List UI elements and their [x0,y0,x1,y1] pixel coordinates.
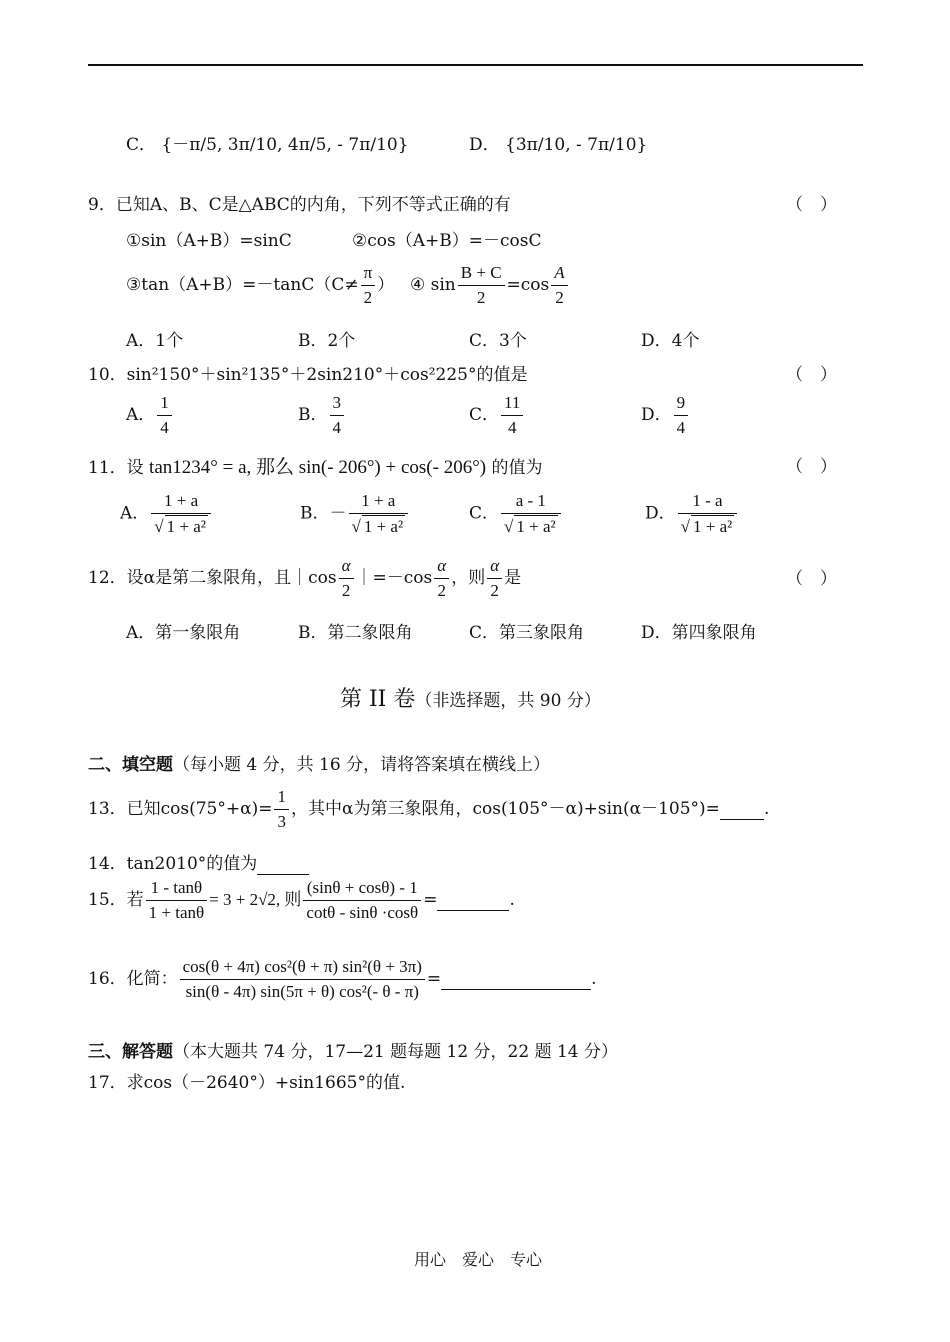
q9-item-4: ④ sin $\frac{B + C}{2}$ =cos $\frac{A}{2}$ [410,262,570,309]
q15: 15．若 $\frac{1 - \tan\theta}{1 + \tan\theta}$ = 3 + 2√2, 则 $\frac{(\sin\theta + \cos\theta) - 1}{\cot\theta - \sin\theta \cdot\cos\theta}$ = . [88,878,515,922]
q10-option-b: B． $\frac{3}{4}$ [298,392,346,439]
b-plus-c-over-2-fraction: $\frac{B + C}{2}$ [458,262,505,309]
part-two-heading: 第 II 卷（非选择题，共 90 分） [340,687,601,712]
q9-stem: 9．已知A、B、C是△ABC的内角，下列不等式正确的有 [88,195,511,215]
q10-answer-paren: （ ） [786,365,837,385]
q14: 14．tan2010°的值为 [88,849,309,875]
q8-option-d: D． {3π/10, - 7π/10} [469,135,648,155]
q12-answer-paren: （ ） [786,569,837,589]
q12-option-c: C．第三象限角 [469,623,585,643]
q9-item-3: ③tan（A+B）=－tanC（C≠ $\frac{\pi}{2}$ ） [126,263,395,307]
pi-over-2-fraction: $\frac{\pi}{2}$ [361,262,376,309]
q11-option-c: C． $\frac{a - 1}{\text{√ 1 + a²}}$ [469,490,563,538]
q8-option-d-set: {3π/10, - 7π/10} [505,135,648,155]
section-fill-blank-heading: 二、填空题（每小题 4 分，共 16 分，请将答案填在横线上） [88,755,551,775]
q15-answer-blank[interactable] [437,890,509,911]
q12-option-b: B．第二象限角 [298,623,413,643]
q12-option-a: A．第一象限角 [126,623,241,643]
q12-stem: 12．设α是第二象限角，且｜cos $\frac{\alpha}{2}$ ｜=－cos $\frac{\alpha}{2}$ ，则 $\frac{\alpha}{2}$ 是 [88,556,522,600]
q11-option-b: B．－ $\frac{1 + a}{\text{√ 1 + a²}}$ [300,490,410,538]
q10-stem: 10．sin²150°＋sin²135°＋2sin210°＋cos²225°的值是 [88,365,528,385]
q13: 13．已知cos(75°+α)= $\frac{1}{3}$ ，其中α为第三象限角，cos(105°－α)+sin(α－105°)= . [88,787,770,831]
q9-item-2: ②cos（A+B）=－cosC [352,231,542,251]
q8-option-c-set: {－π/5, 3π/10, 4π/5, - 7π/10} [161,135,409,155]
a-over-2-fraction: $\frac{A}{2}$ [551,262,567,309]
q9-option-b: B．2个 [298,331,356,351]
q16: 16．化简： $\frac{\text{cos(θ + 4π) cos²(θ + π) sin²(θ + 3π)}}{\text{sin(θ - 4π) sin(5π + θ) cos²(- θ - π)}}$ = . [88,957,597,1001]
header-rule [88,64,863,66]
q9-answer-paren: （ ） [786,195,837,215]
q10-option-a: A． $\frac{1}{4}$ [126,392,174,439]
q9-option-c: C．3个 [469,331,527,351]
q10-option-d: D． $\frac{9}{4}$ [641,392,690,439]
q9-option-a: A．1个 [126,331,184,351]
q11-option-d: D． $\frac{1 - a}{\text{√ 1 + a²}}$ [645,490,739,538]
section-answer-heading: 三、解答题（本大题共 74 分，17—21 题每题 12 分，22 题 14 分） [88,1042,619,1062]
q9-option-d: D．4个 [641,331,700,351]
q10-option-c: C． $\frac{11}{4}$ [469,392,525,439]
q9-item-1: ①sin（A+B）=sinC [126,231,292,251]
q16-answer-blank[interactable] [441,969,591,990]
page-footer: 用心 爱心 专心 [414,1250,543,1269]
q14-answer-blank[interactable] [257,854,309,875]
q13-answer-blank[interactable] [720,799,764,820]
q11-answer-paren: （ ） [786,457,837,477]
q12-option-d: D．第四象限角 [641,623,757,643]
q17: 17．求cos（－2640°）+sin1665°的值. [88,1073,406,1093]
q11-option-a: A． $\frac{1 + a}{\text{√ 1 + a²}}$ [120,490,213,538]
q8-option-c: C． {－π/5, 3π/10, 4π/5, - 7π/10} [126,135,409,155]
q11-stem: 11．设 tan1234° = a, 那么 sin(- 206°) + cos(- 206°) 的值为 [88,457,543,478]
